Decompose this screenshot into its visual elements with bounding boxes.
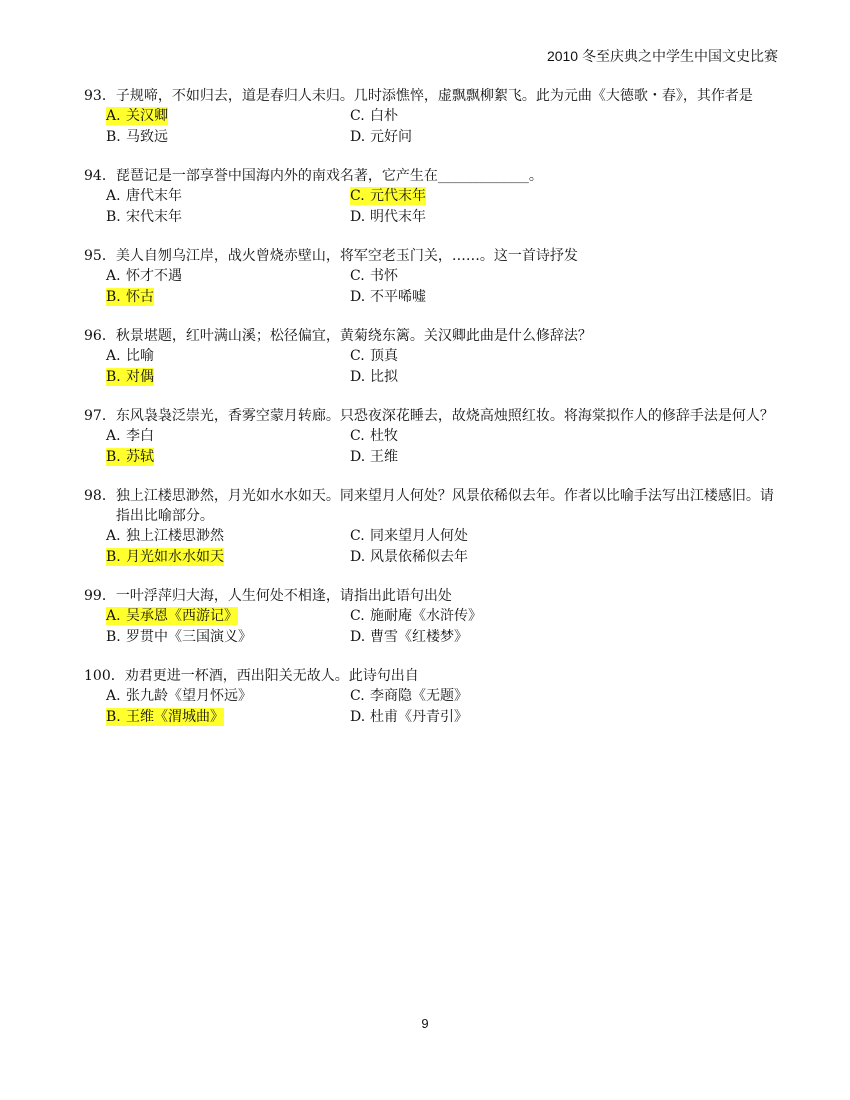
answer-options <box>106 266 784 307</box>
option-letter: A. <box>106 268 121 284</box>
answer-option <box>350 627 550 648</box>
option-letter: A. <box>106 348 121 364</box>
option-text: 李白 <box>126 428 154 444</box>
option-text: 明代末年 <box>370 208 426 225</box>
option-text: 比喻 <box>126 348 154 364</box>
option-letter: B. <box>106 368 121 385</box>
option-text: 书怀 <box>370 268 398 284</box>
answer-option <box>106 346 350 367</box>
answer-choice <box>350 107 398 125</box>
answer-choice <box>106 187 182 205</box>
option-letter: C. <box>350 528 365 544</box>
option-letter: A. <box>106 528 121 544</box>
option-text: 同来望月人何处 <box>370 528 468 544</box>
answer-choice <box>106 267 182 285</box>
question-item <box>84 326 784 387</box>
answer-options <box>106 426 784 467</box>
option-letter: D. <box>350 288 366 305</box>
answer-option <box>106 426 350 447</box>
answer-option <box>350 346 550 367</box>
answer-choice <box>350 208 426 226</box>
option-text: 苏轼 <box>126 448 154 465</box>
option-letter: D. <box>350 368 366 385</box>
answer-choice <box>106 427 154 445</box>
answer-options <box>106 606 784 647</box>
option-letter: B. <box>106 448 121 465</box>
option-letter: C. <box>350 268 365 284</box>
option-text: 怀才不遇 <box>126 268 182 284</box>
option-letter: A. <box>106 188 121 204</box>
option-text: 独上江楼思渺然 <box>126 528 224 544</box>
option-text: 马致远 <box>126 128 168 145</box>
answer-option <box>350 266 550 287</box>
document-header: 2010 冬至庆典之中学生中国文史比赛 <box>546 48 778 64</box>
answer-choice <box>350 628 468 646</box>
highlighted-answer <box>106 607 238 625</box>
option-text: 风景依稀似去年 <box>370 548 468 565</box>
option-letter: D. <box>350 208 366 225</box>
answer-option <box>106 106 350 127</box>
answer-option <box>106 207 350 228</box>
answer-option <box>106 287 350 308</box>
option-letter: A. <box>106 608 121 624</box>
answer-choice <box>350 708 468 726</box>
question-item <box>84 486 784 567</box>
highlighted-answer <box>106 288 154 306</box>
answer-choice <box>350 687 468 705</box>
answer-choice <box>350 607 482 625</box>
answer-choice <box>350 527 468 545</box>
option-text: 顶真 <box>370 348 398 364</box>
option-text: 白朴 <box>370 108 398 124</box>
question-text: 一叶浮萍归大海，人生何处不相逢，请指出此语句出处 <box>115 588 452 604</box>
answer-choice <box>350 427 398 445</box>
question-text: 东风袅袅泛崇光，香雾空蒙月转廊。只恐夜深花睡去，故烧高烛照红妆。将海棠拟作人的修辞手法是何人？ <box>115 408 774 424</box>
answer-option <box>350 127 550 148</box>
answer-choice <box>350 347 398 365</box>
option-text: 罗贯中《三国演义》 <box>126 628 252 645</box>
answer-choice <box>106 687 252 705</box>
answer-option <box>350 526 550 547</box>
option-letter: B. <box>106 548 121 565</box>
page-number: 9 <box>421 1016 429 1031</box>
answer-choice <box>106 347 154 365</box>
answer-choice <box>106 208 182 226</box>
option-letter: D. <box>350 628 366 645</box>
answer-options <box>106 686 784 727</box>
option-letter: B. <box>106 708 121 725</box>
answer-choice <box>350 448 398 466</box>
question-number: 94． <box>84 168 116 184</box>
answer-option <box>350 547 550 568</box>
question-list <box>84 86 784 746</box>
option-letter: B. <box>106 288 121 305</box>
option-text: 元好问 <box>370 128 412 145</box>
option-letter: B. <box>106 128 121 145</box>
question-item <box>84 666 784 727</box>
question-item <box>84 166 784 227</box>
answer-options <box>106 106 784 147</box>
answer-option <box>106 707 350 728</box>
answer-option <box>106 627 350 648</box>
option-text: 对偶 <box>126 368 154 385</box>
question-text: 美人自刎乌江岸，战火曾烧赤壁山，将军空老玉门关，……。这一首诗抒发 <box>115 248 578 264</box>
option-text: 宋代末年 <box>126 208 182 225</box>
answer-option <box>106 447 350 468</box>
highlighted-answer <box>106 448 154 466</box>
question-number: 100． <box>84 668 125 684</box>
option-letter: C. <box>350 348 365 364</box>
answer-option <box>106 367 350 388</box>
option-text: 王维 <box>370 448 398 465</box>
option-letter: B. <box>106 628 121 645</box>
answer-options <box>106 186 784 227</box>
answer-option <box>350 186 550 207</box>
question-number: 93． <box>84 88 116 104</box>
question-item <box>84 586 784 647</box>
option-text: 杜甫《丹青引》 <box>370 708 468 725</box>
answer-option <box>350 426 550 447</box>
highlighted-answer <box>106 368 154 386</box>
answer-choice <box>106 527 224 545</box>
answer-option <box>106 186 350 207</box>
question-number: 96． <box>84 328 116 344</box>
option-text: 王维《渭城曲》 <box>126 708 224 725</box>
option-letter: A. <box>106 108 121 124</box>
answer-option <box>350 207 550 228</box>
question-text: 琵琶记是一部享誉中国海内外的南戏名著，它产生在_____________。 <box>115 168 543 184</box>
option-letter: C. <box>350 688 365 704</box>
answer-options <box>106 346 784 387</box>
option-letter: A. <box>106 688 121 704</box>
question-number: 95． <box>84 248 116 264</box>
answer-choice <box>350 548 468 566</box>
option-letter: C. <box>350 428 365 444</box>
answer-choice <box>106 628 252 646</box>
answer-option <box>350 707 550 728</box>
question-text: 劝君更进一杯酒，西出阳关无故人。此诗句出自 <box>124 668 419 684</box>
answer-option <box>350 606 550 627</box>
option-letter: D. <box>350 708 366 725</box>
option-text: 怀古 <box>126 288 154 305</box>
answer-option <box>106 547 350 568</box>
option-letter: B. <box>106 208 121 225</box>
question-number: 99． <box>84 588 116 604</box>
option-letter: C. <box>350 608 365 624</box>
question-number: 97． <box>84 408 116 424</box>
question-text: 子规啼，不如归去，道是春归人未归。几时添憔悴，虚飘飘柳絮飞。此为元曲《大德歌・春》，其作者是 <box>115 88 753 104</box>
answer-option <box>350 287 550 308</box>
answer-option <box>350 447 550 468</box>
answer-option <box>106 127 350 148</box>
option-letter: C. <box>350 188 365 204</box>
option-text: 不平唏嘘 <box>370 288 426 305</box>
answer-option <box>350 106 550 127</box>
option-text: 李商隐《无题》 <box>370 688 468 704</box>
answer-choice <box>350 368 398 386</box>
option-text: 杜牧 <box>370 428 398 444</box>
question-text: 独上江楼思渺然，月光如水水如天。同来望月人何处？风景依稀似去年。作者以比喻手法写出江楼感旧。请指出比喻部分。 <box>115 488 774 524</box>
answer-choice <box>106 128 168 146</box>
option-text: 关汉卿 <box>126 108 168 124</box>
option-letter: C. <box>350 108 365 124</box>
option-letter: A. <box>106 428 121 444</box>
highlighted-answer <box>106 107 168 125</box>
option-text: 吴承恩《西游记》 <box>126 608 238 624</box>
answer-option <box>350 686 550 707</box>
question-number: 98． <box>84 488 116 504</box>
answer-option <box>350 367 550 388</box>
answer-option <box>106 606 350 627</box>
question-item <box>84 406 784 467</box>
question-item <box>84 246 784 307</box>
answer-option <box>106 266 350 287</box>
highlighted-answer <box>106 708 224 726</box>
question-text: 秋景堪题，红叶满山溪；松径偏宜，黄菊绕东篱。关汉卿此曲是什么修辞法？ <box>115 328 592 344</box>
answer-choice <box>350 128 412 146</box>
answer-choice <box>350 267 398 285</box>
answer-options <box>106 526 784 567</box>
option-text: 唐代末年 <box>126 188 182 204</box>
question-item <box>84 86 784 147</box>
option-text: 月光如水水如天 <box>126 548 224 565</box>
answer-choice <box>350 288 426 306</box>
option-letter: D. <box>350 448 366 465</box>
option-text: 张九龄《望月怀远》 <box>126 688 252 704</box>
answer-option <box>106 526 350 547</box>
option-text: 比拟 <box>370 368 398 385</box>
highlighted-answer <box>106 548 224 566</box>
answer-option <box>106 686 350 707</box>
highlighted-answer <box>350 187 426 205</box>
option-text: 元代末年 <box>370 188 426 204</box>
option-letter: D. <box>350 548 366 565</box>
option-letter: D. <box>350 128 366 145</box>
option-text: 曹雪《红楼梦》 <box>370 628 468 645</box>
option-text: 施耐庵《水浒传》 <box>370 608 482 624</box>
